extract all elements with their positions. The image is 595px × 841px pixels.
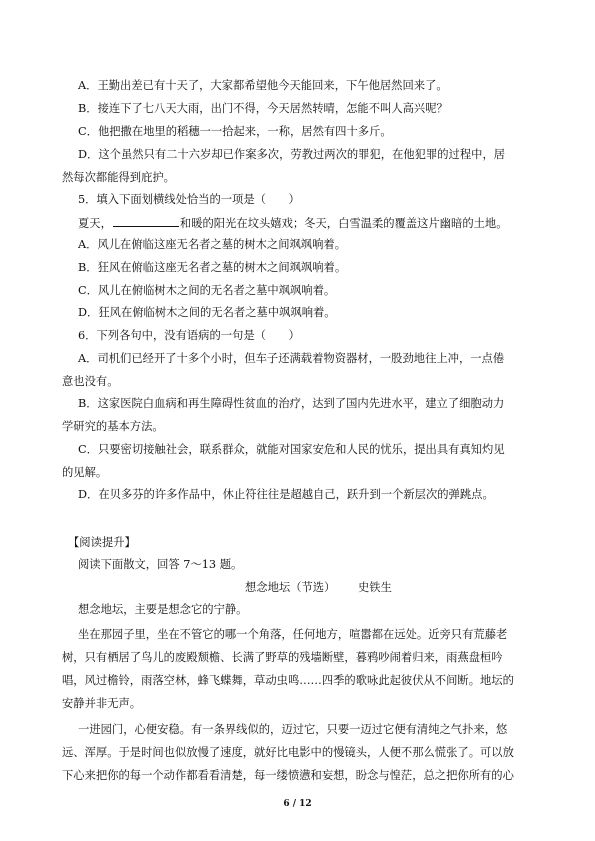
q4-option-a: A．王勤出差已有十天了，大家都希望他今天能回来，下午他居然回来了。 xyxy=(78,79,448,92)
essay-paragraph: 坐在那园子里，坐在不管它的哪一个角落，任何地方，喧嚣都在远处。近旁只有荒藤老 xyxy=(78,628,508,641)
q5-option-a: A．风儿在俯临这座无名者之墓的树木之间飒飒响着。 xyxy=(78,238,346,251)
q6-line: C．只要密切接触社会，联系群众，就能对国家安危和人民的忧乐，提出具有真知灼见 xyxy=(78,443,505,456)
page-number: 6 / 12 xyxy=(283,799,312,809)
q4-option-d: D．这个虽然只有二十六岁却已作案多次，劳教过两次的罪犯，在他犯罪的过程中，居 xyxy=(78,148,506,161)
section-title: 【阅读提升】 xyxy=(68,536,136,549)
q6-line: A．司机们已经开了十多个小时，但车子还满载着物资器材，一股劲地往上冲，一点倦 xyxy=(78,352,505,365)
essay-title: 想念地坛（节选） xyxy=(245,581,336,594)
essay-paragraph: 下心来把你的每一个动作都看看清楚，每一缕愤懑和妄想，盼念与惶茫，总之把你所有的心 xyxy=(62,769,514,782)
essay-paragraph: 想念地坛，主要是想念它的宁静。 xyxy=(78,603,248,616)
essay-paragraph: 远、浑厚。于是时间也似放慢了速度，就好比电影中的慢镜头，人便不那么慌张了。可以放 xyxy=(62,746,514,759)
reading-instruction: 阅读下面散文，回答 7～13 题。 xyxy=(78,558,243,571)
q6-line: 的见解。 xyxy=(62,466,108,479)
essay-paragraph: 树，只有栖居了鸟儿的废殿颓檐、长满了野草的残墙断壁，暮鸦吵闹着归来，雨燕盘桓吟 xyxy=(62,651,503,664)
q5-option-d: D．狂风在俯临树木之间的无名者之墓中飒飒响着。 xyxy=(78,306,336,319)
essay-paragraph: 一进园门，心便安稳。有一条界线似的，迈过它，只要一迈过它便有清纯之气扑来，悠 xyxy=(78,723,508,736)
q5-blank xyxy=(113,215,179,227)
q5-stem: 5．填入下面划横线处恰当的一项是（ ） xyxy=(78,193,300,206)
q5-sentence-after: 和暖的阳光在坟头嬉戏；冬天，白雪温柔的覆盖这片幽暗的土地。 xyxy=(179,217,508,230)
essay-author: 史铁生 xyxy=(358,581,392,594)
q6-line: 意也没有。 xyxy=(62,375,119,388)
q5-option-b: B．狂风在俯临这座无名者之墓的树木之间飒飒响着。 xyxy=(78,261,347,274)
q6-stem: 6．下列各句中，没有语病的一句是（ ） xyxy=(78,329,300,342)
q4-option-b: B．接连下了七八天大雨，出门不得，今天居然转晴，怎能不叫人高兴呢？ xyxy=(78,102,448,115)
q6-line: D．在贝多芬的许多作品中，休止符往往是超越自己，跃升到一个新层次的弹跳点。 xyxy=(78,488,494,501)
q6-line: 学研究的基本方法。 xyxy=(62,420,164,433)
q4-option-c: C．他把撒在地里的稻穗一一拾起来，一称，居然有四十多斤。 xyxy=(78,125,392,138)
q4-option-d-cont: 然每次都能得到庇护。 xyxy=(62,171,175,184)
q6-line: B．这家医院白血病和再生障碍性贫血的治疗，达到了国内先进水平，建立了细胞动力 xyxy=(78,397,505,410)
q5-option-c: C．风儿在俯临树木之间的无名者之墓中飒飒响着。 xyxy=(78,284,336,297)
q5-sentence xyxy=(78,215,508,231)
q5-sentence-before: 夏天， xyxy=(78,217,112,230)
essay-paragraph: 唱，风过檐铃，雨落空林，蜂飞蝶舞，草动虫鸣……四季的歌咏此起彼伏从不间断。地坛的 xyxy=(62,674,514,687)
essay-paragraph: 安静并非无声。 xyxy=(62,697,142,710)
